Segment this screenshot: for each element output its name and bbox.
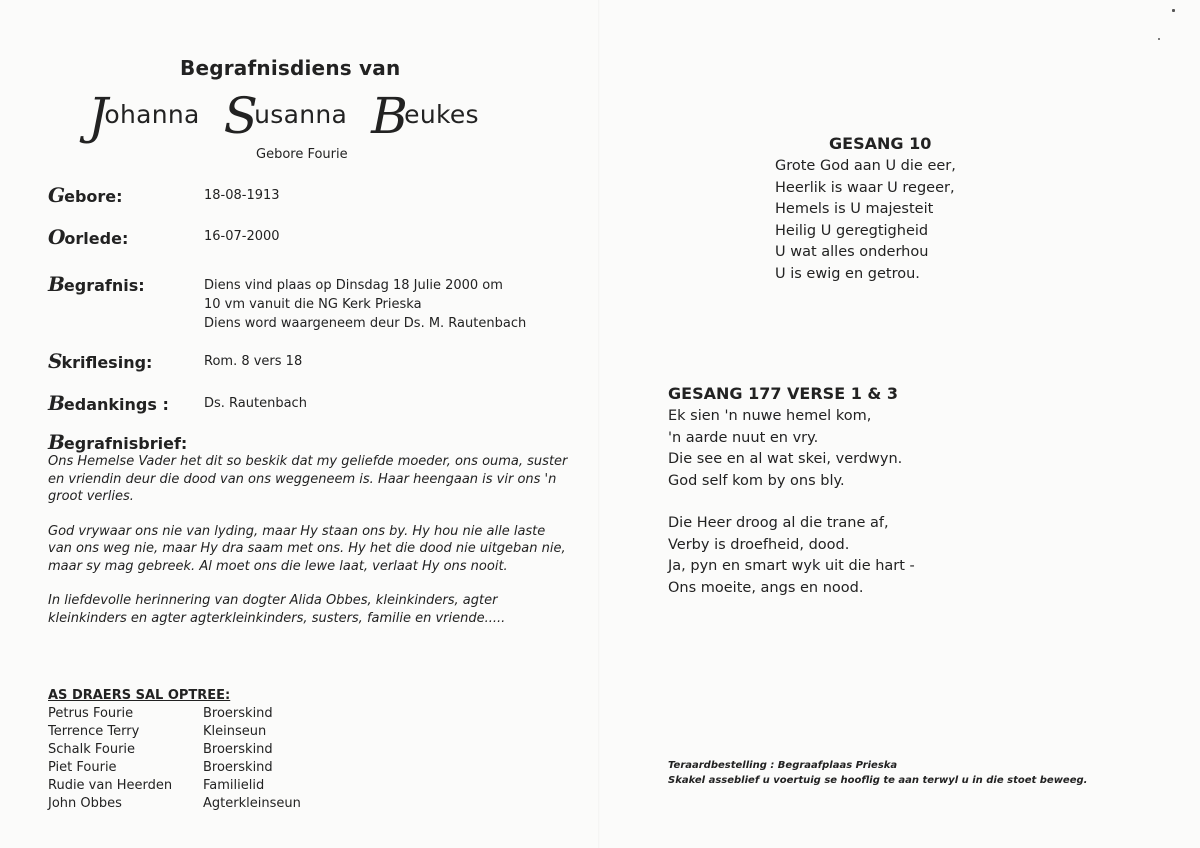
hymn-10-text: Grote God aan U die eer, Heerlik is waar U regeer, Hemels is U majesteit Heilig U geregtigheid U wat alles onderhou U is ewig en getrou. xyxy=(775,158,956,282)
page-fold xyxy=(598,0,600,848)
surname: Beukes xyxy=(371,87,479,145)
hymn-177-title: GESANG 177 VERSE 1 & 3 xyxy=(668,384,899,403)
letter-paragraph: God vrywaar ons nie van lyding, maar Hy staan ons by. Hy hou nie alle laste van ons weg nie, maar Hy dra saam met ons. Hy het die dood nie uitgeban nie, maar sy mag gebreek. Al moet ons die lewe laat, verlaat Hy ons nooit. xyxy=(48,523,566,574)
funeral-letter xyxy=(48,453,568,644)
bearer-row: John Obbes Agterkleinseun xyxy=(48,796,301,811)
born-date: 18-08-1913 xyxy=(204,188,280,203)
bearer-row: Schalk Fourie Broerskind xyxy=(48,742,273,757)
hymn-10-title: GESANG 10 xyxy=(829,134,932,153)
service-heading: Begrafnisdiens van xyxy=(180,56,401,80)
bearers-list xyxy=(48,705,301,813)
hymn-177-verse-1: Ek sien 'n nuwe hemel kom, 'n aarde nuut en vry. Die see en al wat skei, verdwyn. God self kom by ons bly. xyxy=(668,408,903,489)
died-date: 16-07-2000 xyxy=(204,229,280,244)
funeral-details: Diens vind plaas op Dinsdag 18 Julie 2000 om 10 vm vanuit die NG Kerk Prieska Diens word waargeneem deur Ds. M. Rautenbach xyxy=(204,278,527,331)
thanks-value: Ds. Rautenbach xyxy=(204,396,307,411)
born-label: Gebore: xyxy=(48,183,123,207)
first-name: Johanna xyxy=(88,87,200,145)
hymn-177-verse-3: Die Heer droog al die trane af, Verby is droefheid, dood. Ja, pyn en smart wyk uit die hart - Ons moeite, angs en nood. xyxy=(668,515,915,596)
bearer-row: Rudie van Heerden Familielid xyxy=(48,778,265,793)
bearers-heading: AS DRAERS SAL OPTREE: xyxy=(48,688,231,703)
deceased-name xyxy=(88,87,495,145)
thanks-label: Bedankings : xyxy=(48,391,169,415)
letter-label: Begrafnisbrief: xyxy=(48,430,188,454)
paper-speck xyxy=(1158,38,1160,40)
funeral-label: Begrafnis: xyxy=(48,272,145,296)
paper-speck xyxy=(1172,9,1175,12)
letter-paragraph: In liefdevolle herinnering van dogter Alida Obbes, kleinkinders, agter kleinkinders en agter agterkleinkinders, susters, familie en vriende..... xyxy=(48,593,506,626)
died-label: Oorlede: xyxy=(48,225,129,249)
scripture-reference: Rom. 8 vers 18 xyxy=(204,354,303,369)
bearer-row: Terrence Terry Kleinseun xyxy=(48,724,267,739)
bearer-row: Petrus Fourie Broerskind xyxy=(48,706,273,721)
scripture-label: Skriflesing: xyxy=(48,349,153,373)
middle-name: Susanna xyxy=(223,87,348,145)
letter-paragraph: Ons Hemelse Vader het dit so beskik dat my geliefde moeder, ons ouma, suster en vriendin deur die dood van ons weggeneem is. Haar heengaan is vir ons 'n groot verlies. xyxy=(48,454,568,504)
bearer-row: Piet Fourie Broerskind xyxy=(48,760,273,775)
maiden-name: Gebore Fourie xyxy=(256,147,348,162)
burial-notice: Teraardbestelling : Begraafplaas Prieska Skakel asseblief u voertuig se hooflig te aan terwyl u in die stoet beweeg. xyxy=(668,760,1088,786)
